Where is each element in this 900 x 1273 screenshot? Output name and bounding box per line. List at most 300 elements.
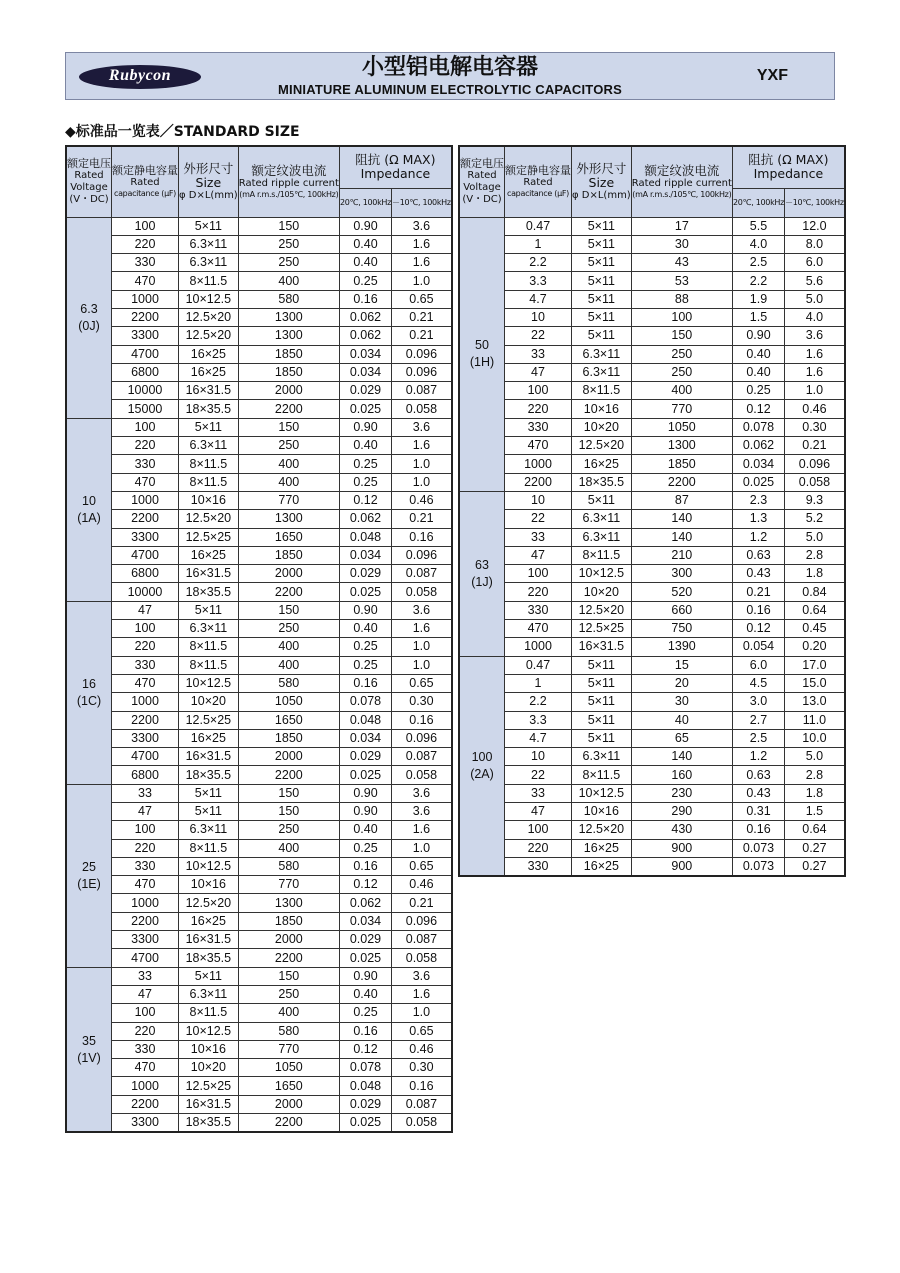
size-cell: 6.3×11 [179, 985, 239, 1003]
capacitance-cell: 2200 [112, 1095, 179, 1113]
table-row [66, 308, 452, 326]
ripple-cell: 580 [238, 674, 339, 692]
impedance-m10c-cell: 0.30 [785, 418, 845, 436]
capacitance-cell: 47 [112, 803, 179, 821]
impedance-20c-cell: 2.5 [732, 254, 784, 272]
table-row [459, 674, 845, 692]
capacitance-cell: 0.47 [505, 656, 572, 674]
capacitance-cell: 3.3 [505, 272, 572, 290]
capacitance-cell: 6800 [112, 565, 179, 583]
ripple-cell: 150 [631, 327, 732, 345]
size-cell: 6.3×11 [572, 528, 632, 546]
table-row [459, 290, 845, 308]
impedance-20c-cell: 0.029 [339, 748, 391, 766]
impedance-m10c-cell: 3.6 [392, 418, 452, 436]
capacitance-cell: 330 [112, 254, 179, 272]
size-cell: 5×11 [572, 711, 632, 729]
size-cell: 8×11.5 [179, 638, 239, 656]
voltage-value: 10 [82, 493, 96, 508]
ripple-cell: 87 [631, 491, 732, 509]
ripple-cell: 2200 [238, 1114, 339, 1133]
voltage-code: (1V) [77, 1050, 101, 1065]
impedance-20c-cell: 0.43 [732, 565, 784, 583]
table-body [66, 217, 452, 1132]
capacitance-cell: 47 [112, 985, 179, 1003]
capacitance-cell: 22 [505, 510, 572, 528]
impedance-m10c-cell: 17.0 [785, 656, 845, 674]
impedance-m10c-cell: 3.6 [392, 217, 452, 235]
capacitance-cell: 470 [112, 876, 179, 894]
table-row [459, 766, 845, 784]
size-cell: 12.5×20 [572, 437, 632, 455]
impedance-m10c-cell: 1.6 [392, 437, 452, 455]
capacitance-cell: 2200 [112, 912, 179, 930]
capacitance-cell: 220 [112, 235, 179, 253]
size-cell: 5×11 [572, 217, 632, 235]
capacitance-cell: 220 [505, 400, 572, 418]
impedance-20c-cell: 0.029 [339, 382, 391, 400]
table-row [66, 693, 452, 711]
impedance-20c-cell: 0.034 [339, 912, 391, 930]
ripple-cell: 400 [238, 656, 339, 674]
voltage-code: (1H) [469, 355, 495, 370]
ripple-cell: 88 [631, 290, 732, 308]
impedance-20c-cell: 0.90 [339, 601, 391, 619]
impedance-20c-cell: 0.034 [732, 455, 784, 473]
header-capacitance: 额定静电容量 Rated capacitance (μF) [112, 146, 179, 217]
size-cell: 5×11 [179, 967, 239, 985]
table-row [459, 418, 845, 436]
impedance-20c-cell: 0.40 [339, 254, 391, 272]
voltage-cell [66, 784, 112, 967]
header-imp-m10c: －10℃, 100kHz [392, 188, 452, 217]
size-cell: 12.5×20 [572, 601, 632, 619]
size-cell: 8×11.5 [179, 473, 239, 491]
table-row [66, 1022, 452, 1040]
table-row [459, 638, 845, 656]
impedance-20c-cell: 0.034 [339, 729, 391, 747]
ripple-cell: 2200 [238, 766, 339, 784]
voltage-code: (2A) [470, 766, 494, 781]
impedance-m10c-cell: 9.3 [785, 491, 845, 509]
impedance-m10c-cell: 3.6 [392, 784, 452, 802]
impedance-20c-cell: 0.40 [339, 235, 391, 253]
impedance-m10c-cell: 0.27 [785, 857, 845, 876]
impedance-20c-cell: 0.16 [339, 1022, 391, 1040]
table-row [66, 418, 452, 436]
table-row [66, 949, 452, 967]
impedance-20c-cell: 0.12 [339, 876, 391, 894]
impedance-20c-cell: 0.048 [339, 528, 391, 546]
ripple-cell: 770 [238, 876, 339, 894]
impedance-20c-cell: 0.31 [732, 803, 784, 821]
impedance-m10c-cell: 0.21 [785, 437, 845, 455]
size-cell: 10×12.5 [179, 290, 239, 308]
size-cell: 12.5×25 [179, 1077, 239, 1095]
capacitance-cell: 220 [112, 839, 179, 857]
capacitance-cell: 330 [505, 601, 572, 619]
impedance-20c-cell: 0.034 [339, 546, 391, 564]
ripple-cell: 400 [238, 839, 339, 857]
capacitance-cell: 220 [505, 583, 572, 601]
table-row [66, 565, 452, 583]
ripple-cell: 400 [238, 272, 339, 290]
capacitance-cell: 47 [505, 363, 572, 381]
table-body [459, 217, 845, 876]
size-cell: 8×11.5 [572, 766, 632, 784]
impedance-20c-cell: 0.062 [339, 510, 391, 528]
table-row [459, 693, 845, 711]
capacitance-cell: 3.3 [505, 711, 572, 729]
impedance-20c-cell: 0.40 [339, 985, 391, 1003]
ripple-cell: 2200 [238, 583, 339, 601]
table-row [66, 382, 452, 400]
ripple-cell: 900 [631, 857, 732, 876]
impedance-20c-cell: 1.2 [732, 528, 784, 546]
impedance-20c-cell: 0.025 [732, 473, 784, 491]
impedance-20c-cell: 5.5 [732, 217, 784, 235]
table-row [459, 345, 845, 363]
table-row [66, 620, 452, 638]
capacitance-cell: 220 [112, 1022, 179, 1040]
table-row [459, 821, 845, 839]
size-cell: 16×25 [572, 455, 632, 473]
size-cell: 5×11 [179, 217, 239, 235]
size-cell: 5×11 [572, 327, 632, 345]
ripple-cell: 30 [631, 693, 732, 711]
impedance-20c-cell: 0.062 [339, 308, 391, 326]
impedance-20c-cell: 0.034 [339, 363, 391, 381]
ripple-cell: 750 [631, 620, 732, 638]
table-row [459, 528, 845, 546]
impedance-m10c-cell: 0.65 [392, 290, 452, 308]
impedance-20c-cell: 0.029 [339, 931, 391, 949]
impedance-m10c-cell: 0.16 [392, 1077, 452, 1095]
size-cell: 8×11.5 [179, 839, 239, 857]
impedance-20c-cell: 0.078 [339, 693, 391, 711]
impedance-20c-cell: 0.16 [339, 857, 391, 875]
impedance-m10c-cell: 1.6 [785, 345, 845, 363]
table-row [66, 985, 452, 1003]
impedance-m10c-cell: 1.0 [392, 839, 452, 857]
ripple-cell: 660 [631, 601, 732, 619]
voltage-code: (0J) [78, 318, 100, 333]
size-cell: 5×11 [572, 491, 632, 509]
table-row [66, 638, 452, 656]
impedance-20c-cell: 0.073 [732, 839, 784, 857]
table-row [459, 601, 845, 619]
impedance-m10c-cell: 1.0 [392, 455, 452, 473]
header-imp-m10c: －10℃, 100kHz [785, 188, 845, 217]
impedance-m10c-cell: 0.087 [392, 748, 452, 766]
ripple-cell: 900 [631, 839, 732, 857]
impedance-m10c-cell: 5.0 [785, 748, 845, 766]
table-row [459, 327, 845, 345]
voltage-value: 100 [471, 749, 493, 764]
ripple-cell: 15 [631, 656, 732, 674]
table-row [66, 894, 452, 912]
capacitance-cell: 470 [112, 674, 179, 692]
ripple-cell: 1850 [238, 363, 339, 381]
voltage-cell [66, 217, 112, 418]
capacitance-cell: 47 [505, 803, 572, 821]
ripple-cell: 230 [631, 784, 732, 802]
header-ripple: 额定纹波电流 Rated ripple current (mA r.m.s./105℃, 100kHz) [631, 146, 732, 217]
impedance-m10c-cell: 1.8 [785, 784, 845, 802]
capacitance-cell: 330 [505, 418, 572, 436]
capacitance-cell: 330 [112, 1040, 179, 1058]
voltage-cell [66, 418, 112, 601]
impedance-m10c-cell: 3.6 [392, 967, 452, 985]
impedance-m10c-cell: 3.6 [392, 803, 452, 821]
ripple-cell: 1850 [238, 729, 339, 747]
capacitance-cell: 100 [112, 620, 179, 638]
impedance-20c-cell: 1.5 [732, 308, 784, 326]
ripple-cell: 1050 [238, 693, 339, 711]
size-cell: 16×25 [179, 363, 239, 381]
table-row [66, 601, 452, 619]
ripple-cell: 2000 [238, 1095, 339, 1113]
size-cell: 16×25 [572, 857, 632, 876]
capacitance-cell: 10000 [112, 583, 179, 601]
impedance-m10c-cell: 0.16 [392, 711, 452, 729]
ripple-cell: 1300 [238, 327, 339, 345]
table-row [66, 857, 452, 875]
ripple-cell: 150 [238, 803, 339, 821]
ripple-cell: 400 [238, 473, 339, 491]
ripple-cell: 290 [631, 803, 732, 821]
ripple-cell: 770 [238, 1040, 339, 1058]
impedance-m10c-cell: 15.0 [785, 674, 845, 692]
impedance-20c-cell: 0.16 [339, 674, 391, 692]
header-imp-20c: 20℃, 100kHz [732, 188, 784, 217]
ripple-cell: 150 [238, 967, 339, 985]
header-impedance: 阻抗 (Ω MAX) Impedance [339, 146, 451, 188]
impedance-20c-cell: 1.2 [732, 748, 784, 766]
impedance-20c-cell: 0.025 [339, 766, 391, 784]
impedance-m10c-cell: 0.21 [392, 894, 452, 912]
ripple-cell: 1300 [238, 308, 339, 326]
size-cell: 6.3×11 [572, 345, 632, 363]
ripple-cell: 17 [631, 217, 732, 235]
impedance-m10c-cell: 0.65 [392, 1022, 452, 1040]
impedance-m10c-cell: 1.6 [392, 254, 452, 272]
ripple-cell: 1300 [631, 437, 732, 455]
size-cell: 5×11 [572, 729, 632, 747]
table-row [66, 491, 452, 509]
size-cell: 16×31.5 [179, 1095, 239, 1113]
ripple-cell: 1650 [238, 711, 339, 729]
table-row [66, 510, 452, 528]
impedance-m10c-cell: 1.6 [392, 821, 452, 839]
ripple-cell: 1850 [238, 546, 339, 564]
capacitance-cell: 330 [112, 455, 179, 473]
impedance-20c-cell: 0.90 [339, 967, 391, 985]
table-row [459, 400, 845, 418]
voltage-cell [66, 601, 112, 784]
impedance-20c-cell: 2.7 [732, 711, 784, 729]
capacitance-cell: 10 [505, 491, 572, 509]
impedance-20c-cell: 0.90 [339, 784, 391, 802]
impedance-20c-cell: 0.40 [732, 363, 784, 381]
size-cell: 18×35.5 [179, 766, 239, 784]
capacitance-cell: 220 [112, 437, 179, 455]
size-cell: 10×16 [572, 400, 632, 418]
impedance-m10c-cell: 4.0 [785, 308, 845, 326]
impedance-m10c-cell: 1.6 [392, 985, 452, 1003]
ripple-cell: 140 [631, 528, 732, 546]
table-row [66, 748, 452, 766]
size-cell: 18×35.5 [179, 1114, 239, 1133]
ripple-cell: 400 [238, 638, 339, 656]
impedance-20c-cell: 0.048 [339, 711, 391, 729]
size-cell: 16×25 [179, 912, 239, 930]
table-row [66, 1114, 452, 1133]
table-row [66, 711, 452, 729]
capacitance-cell: 1000 [505, 455, 572, 473]
impedance-m10c-cell: 2.8 [785, 546, 845, 564]
impedance-20c-cell: 0.12 [732, 400, 784, 418]
impedance-m10c-cell: 3.6 [785, 327, 845, 345]
capacitance-cell: 4700 [112, 345, 179, 363]
impedance-m10c-cell: 0.058 [392, 949, 452, 967]
impedance-20c-cell: 0.25 [339, 473, 391, 491]
table-row [66, 1077, 452, 1095]
size-cell: 16×25 [179, 345, 239, 363]
impedance-m10c-cell: 0.096 [392, 345, 452, 363]
ripple-cell: 100 [631, 308, 732, 326]
table-row [459, 308, 845, 326]
impedance-m10c-cell: 5.2 [785, 510, 845, 528]
ripple-cell: 1390 [631, 638, 732, 656]
size-cell: 18×35.5 [179, 400, 239, 418]
voltage-cell [459, 491, 505, 656]
impedance-m10c-cell: 10.0 [785, 729, 845, 747]
impedance-m10c-cell: 0.46 [392, 491, 452, 509]
size-cell: 5×11 [572, 290, 632, 308]
capacitance-cell: 330 [112, 656, 179, 674]
table-row [66, 656, 452, 674]
size-cell: 8×11.5 [179, 455, 239, 473]
impedance-20c-cell: 2.2 [732, 272, 784, 290]
impedance-m10c-cell: 13.0 [785, 693, 845, 711]
size-cell: 5×11 [179, 784, 239, 802]
title-english: MINIATURE ALUMINUM ELECTROLYTIC CAPACITORS [278, 82, 622, 97]
voltage-value: 6.3 [80, 301, 98, 316]
impedance-m10c-cell: 1.5 [785, 803, 845, 821]
impedance-m10c-cell: 11.0 [785, 711, 845, 729]
size-cell: 6.3×11 [179, 235, 239, 253]
impedance-m10c-cell: 0.45 [785, 620, 845, 638]
impedance-m10c-cell: 1.0 [785, 382, 845, 400]
ripple-cell: 770 [238, 491, 339, 509]
impedance-20c-cell: 0.025 [339, 583, 391, 601]
ripple-cell: 1650 [238, 528, 339, 546]
impedance-m10c-cell: 1.6 [392, 235, 452, 253]
table-row [459, 729, 845, 747]
table-row [459, 803, 845, 821]
capacitance-cell: 3300 [112, 931, 179, 949]
capacitance-cell: 22 [505, 766, 572, 784]
ripple-cell: 2000 [238, 748, 339, 766]
size-cell: 12.5×20 [572, 821, 632, 839]
header-ripple: 额定纹波电流 Rated ripple current (mA r.m.s./105℃, 100kHz) [238, 146, 339, 217]
ripple-cell: 1300 [238, 894, 339, 912]
ripple-cell: 1050 [631, 418, 732, 436]
size-cell: 10×12.5 [179, 1022, 239, 1040]
ripple-cell: 770 [631, 400, 732, 418]
size-cell: 8×11.5 [572, 382, 632, 400]
ripple-cell: 20 [631, 674, 732, 692]
impedance-20c-cell: 0.40 [339, 437, 391, 455]
impedance-20c-cell: 0.062 [339, 894, 391, 912]
size-cell: 5×11 [179, 601, 239, 619]
capacitance-cell: 33 [505, 345, 572, 363]
capacitance-cell: 470 [112, 272, 179, 290]
size-cell: 12.5×20 [179, 308, 239, 326]
ripple-cell: 140 [631, 510, 732, 528]
size-cell: 12.5×20 [179, 510, 239, 528]
impedance-m10c-cell: 1.0 [392, 656, 452, 674]
table-row [459, 217, 845, 235]
impedance-20c-cell: 0.90 [339, 418, 391, 436]
capacitance-cell: 470 [112, 473, 179, 491]
capacitance-cell: 2.2 [505, 693, 572, 711]
size-cell: 18×35.5 [572, 473, 632, 491]
table-row [66, 327, 452, 345]
impedance-m10c-cell: 1.0 [392, 1004, 452, 1022]
impedance-20c-cell: 0.63 [732, 546, 784, 564]
size-cell: 10×12.5 [179, 674, 239, 692]
impedance-20c-cell: 3.0 [732, 693, 784, 711]
header-voltage: 额定电压 Rated Voltage (V・DC) [459, 146, 505, 217]
impedance-20c-cell: 0.078 [339, 1059, 391, 1077]
size-cell: 8×11.5 [179, 1004, 239, 1022]
impedance-20c-cell: 0.073 [732, 857, 784, 876]
size-cell: 6.3×11 [572, 363, 632, 381]
size-cell: 10×20 [179, 693, 239, 711]
size-cell: 5×11 [572, 254, 632, 272]
size-cell: 16×31.5 [179, 748, 239, 766]
size-cell: 6.3×11 [179, 437, 239, 455]
size-cell: 5×11 [572, 235, 632, 253]
ripple-cell: 580 [238, 290, 339, 308]
table-row [66, 473, 452, 491]
capacitance-cell: 220 [505, 839, 572, 857]
table-row [459, 857, 845, 876]
capacitance-cell: 2.2 [505, 254, 572, 272]
capacitance-cell: 1000 [112, 894, 179, 912]
spec-table-right [458, 145, 846, 877]
capacitance-cell: 100 [505, 565, 572, 583]
ripple-cell: 2200 [238, 949, 339, 967]
capacitance-cell: 4.7 [505, 729, 572, 747]
table-row [66, 1059, 452, 1077]
impedance-m10c-cell: 0.84 [785, 583, 845, 601]
impedance-m10c-cell: 1.0 [392, 272, 452, 290]
impedance-m10c-cell: 6.0 [785, 254, 845, 272]
size-cell: 18×35.5 [179, 583, 239, 601]
impedance-20c-cell: 0.25 [339, 455, 391, 473]
impedance-20c-cell: 0.025 [339, 400, 391, 418]
table-row [66, 931, 452, 949]
size-cell: 16×31.5 [179, 382, 239, 400]
voltage-value: 63 [475, 557, 489, 572]
impedance-20c-cell: 4.5 [732, 674, 784, 692]
capacitance-cell: 100 [112, 217, 179, 235]
impedance-m10c-cell: 0.096 [392, 729, 452, 747]
ripple-cell: 400 [238, 1004, 339, 1022]
